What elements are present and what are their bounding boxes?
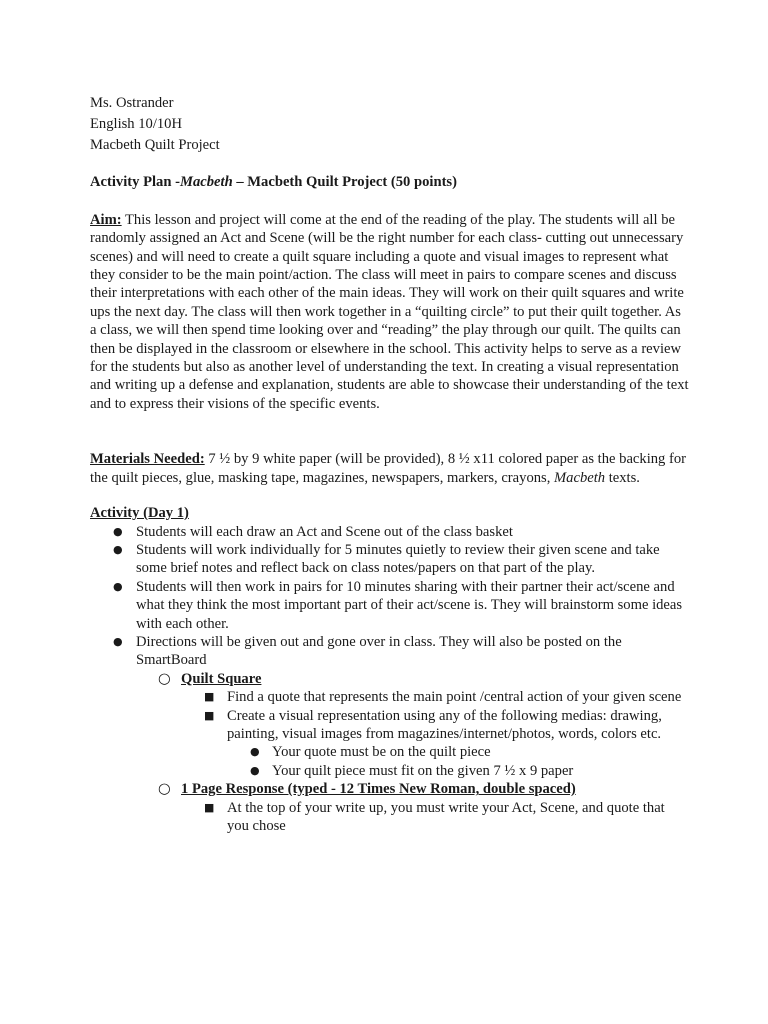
list-item [90,799,690,836]
activity-heading: Activity (Day 1) [90,505,189,522]
bullet-marker: ● [250,745,260,759]
list-item [90,578,690,633]
document-page [90,94,690,835]
list-item [90,688,690,706]
square-marker: ■ [204,708,215,722]
circle-marker: ○ [158,669,171,687]
materials-italic: Macbeth [554,469,606,486]
materials-paragraph [90,450,690,487]
response-label: 1 Page Response (typed - 12 Times New Roman, double spaced) [181,781,576,798]
bullet-marker: ● [113,579,123,593]
activity-list [90,523,690,836]
circle-marker: ○ [158,780,171,798]
list-item-text: Students will work individually for 5 minutes quietly to review their given scene and take some brief notes and reflect back on class notes/papers on that part of the play. [136,541,660,577]
aim-label: Aim: [90,211,122,228]
quilt-square-heading [90,670,690,688]
list-item-text: Create a visual representation using any of the following medias: drawing, painting, visual images from magazines/internet/photos, words, colors etc. [227,707,662,742]
list-item-text: Students will each draw an Act and Scene out of the class basket [136,523,513,540]
activity-title [90,173,690,191]
list-item-text: Students will then work in pairs for 10 minutes sharing with their partner their act/scene and what they think the most important part of their act/scene is. They will brainstorm some ideas with each other. [136,578,683,632]
title-prefix: Activity Plan - [90,174,180,191]
list-item-text: Find a quote that represents the main point /central action of your given scene [227,689,682,706]
square-marker: ■ [204,800,215,814]
bullet-marker: ● [113,524,123,538]
materials-label: Materials Needed: [90,451,205,468]
list-item [90,633,690,670]
list-item-text: Directions will be given out and gone over in class. They will also be posted on the SmartBoard [136,633,622,669]
teacher-name: Ms. Ostrander [90,95,174,111]
bullet-marker: ● [250,763,260,777]
list-item [90,743,690,761]
aim-paragraph [90,211,690,413]
list-item [90,707,690,744]
quilt-square-label: Quilt Square [181,670,262,687]
list-item-text: Your quilt piece must fit on the given 7 ½ x 9 paper [272,762,574,779]
response-heading [90,780,690,798]
project-name: Macbeth Quilt Project [90,137,220,153]
list-item-text: Your quote must be on the quilt piece [272,744,491,761]
list-item [90,541,690,578]
list-item-text: At the top of your write up, you must write your Act, Scene, and quote that you chose [227,799,665,834]
aim-text: This lesson and project will come at the end of the reading of the play. The students will all be randomly assigned an Act and Scene (will be the right number for each class- cutting out unnecessary scenes) and will need to create a quilt square including a quote and visual images to represent what they consider to be the main point/action. The class will meet in pairs to compare scenes and discuss their interpretations with each other of the main ideas. They will work on their quilt squares and write ups the next day. The class will then work together in a “quilting circle” to put their quilt together. As a class, we will then spend time looking over and “reading” the play through our quilt. The quilts can then be displayed in the classroom or elsewhere in the school. This activity helps to serve as a review for the students but also as another level of understanding the text. In creating a visual representation and writing up a defense and explanation, students are able to showcase their understanding of the text and to express their visions of the specific events. [90,211,689,412]
square-marker: ■ [204,690,215,704]
title-suffix: – Macbeth Quilt Project (50 points) [232,174,457,191]
title-italic: Macbeth [179,174,233,191]
course-name: English 10/10H [90,116,183,132]
materials-tail: texts. [605,469,640,486]
list-item [90,523,690,541]
list-item [90,762,690,780]
bullet-marker: ● [113,634,123,648]
bullet-marker: ● [113,542,123,556]
materials-text: 7 ½ by 9 white paper (will be provided), 8 ½ x11 colored paper as the backing for the quilt pieces, glue, masking tape, magazines, newspapers, markers, crayons, [90,451,687,486]
